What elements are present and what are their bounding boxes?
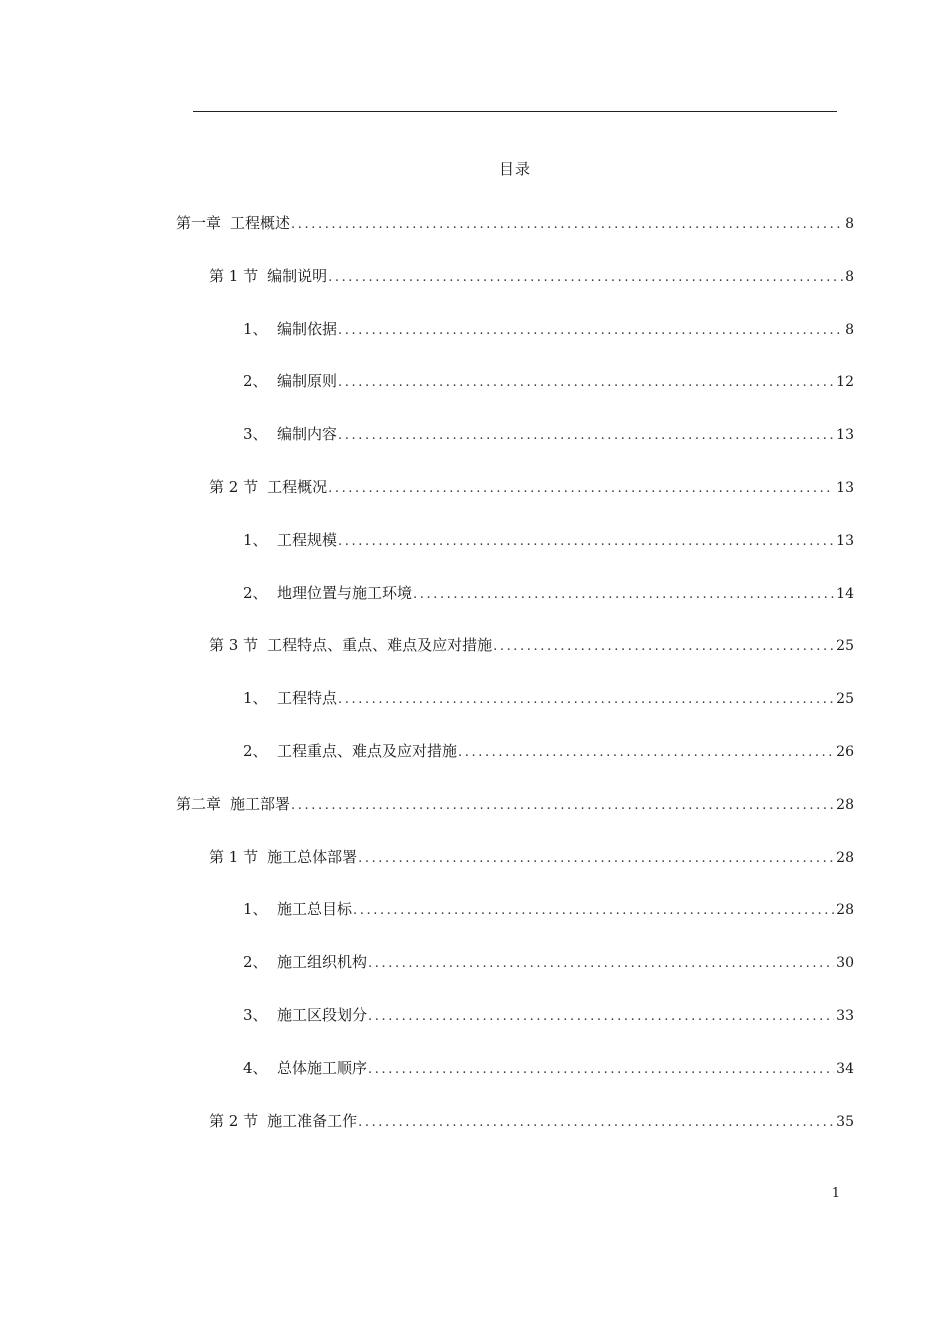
toc-entry[interactable] xyxy=(209,1110,854,1132)
toc-entry[interactable] xyxy=(243,740,854,762)
toc-entry-number: 3、 xyxy=(243,425,268,443)
toc-entry-page: 28 xyxy=(836,850,854,866)
toc-dot-leader xyxy=(368,1006,834,1026)
toc-entry-text: 施工组织机构 xyxy=(277,953,368,971)
toc-dot-leader xyxy=(291,795,834,815)
toc-entry-number: 1、 xyxy=(243,900,268,918)
toc-entry-text: 施工准备工作 xyxy=(267,1112,358,1130)
toc-entry[interactable] xyxy=(209,476,854,498)
toc-entry-text: 工程特点 xyxy=(277,689,338,707)
toc-entry-text: 工程重点、难点及应对措施 xyxy=(277,742,458,760)
toc-entry-number: 第 2 节 xyxy=(209,1112,259,1130)
toc-entry-number: 2、 xyxy=(243,372,268,390)
toc-entry-page: 8 xyxy=(845,216,854,232)
toc-dot-leader xyxy=(291,214,843,234)
toc-dot-leader xyxy=(368,953,834,973)
toc-entry-text: 编制内容 xyxy=(277,425,338,443)
toc-entry-page: 13 xyxy=(836,533,854,549)
toc-entry-text: 施工部署 xyxy=(230,795,291,813)
toc-entry-number: 4、 xyxy=(243,1059,268,1077)
toc-entry-number: 2、 xyxy=(243,584,268,602)
toc-entry-number: 第 1 节 xyxy=(209,848,259,866)
toc-entry[interactable] xyxy=(243,423,854,445)
toc-entry[interactable] xyxy=(209,846,854,868)
toc-entry[interactable] xyxy=(243,951,854,973)
toc-entry-page: 12 xyxy=(836,374,854,390)
toc-entry-page: 35 xyxy=(836,1114,854,1130)
toc-entry[interactable] xyxy=(243,582,854,604)
toc-entry-page: 33 xyxy=(836,1008,854,1024)
toc-dot-leader xyxy=(353,900,834,920)
toc-entry[interactable] xyxy=(176,793,854,815)
toc-dot-leader xyxy=(493,636,834,656)
toc-entry-text: 施工总体部署 xyxy=(267,848,358,866)
toc-entry-text: 工程概况 xyxy=(267,478,328,496)
toc-entry-text: 编制原则 xyxy=(277,372,338,390)
toc-dot-leader xyxy=(338,531,834,551)
toc-entry-number: 第一章 xyxy=(176,214,222,232)
toc-entry-text: 施工总目标 xyxy=(277,900,353,918)
toc-entry-text: 地理位置与施工环境 xyxy=(277,584,413,602)
toc-dot-leader xyxy=(328,267,843,287)
toc-entry-page: 13 xyxy=(836,427,854,443)
toc-entry-page: 8 xyxy=(845,322,854,338)
toc-entry[interactable] xyxy=(243,898,854,920)
toc-entry-page: 14 xyxy=(836,586,854,602)
toc-entry[interactable] xyxy=(243,1004,854,1026)
toc-dot-leader xyxy=(358,1112,834,1132)
toc-entry-page: 8 xyxy=(845,269,854,285)
toc-entry[interactable] xyxy=(243,687,854,709)
toc-entry-page: 34 xyxy=(836,1061,854,1077)
toc-entry-text: 工程规模 xyxy=(277,531,338,549)
toc-entry[interactable] xyxy=(243,1057,854,1079)
toc-entry-text: 总体施工顺序 xyxy=(277,1059,368,1077)
toc-title: 目录 xyxy=(498,160,531,178)
toc-dot-leader xyxy=(338,425,834,445)
toc-entry[interactable] xyxy=(243,318,854,340)
toc-dot-leader xyxy=(458,742,834,762)
toc-dot-leader xyxy=(368,1059,834,1079)
toc-entry-page: 28 xyxy=(836,797,854,813)
toc-entry-number: 第 2 节 xyxy=(209,478,259,496)
toc-entry[interactable] xyxy=(243,529,854,551)
toc-entry-page: 13 xyxy=(836,480,854,496)
toc-dot-leader xyxy=(338,689,834,709)
toc-entry-text: 编制说明 xyxy=(267,267,328,285)
footer-page-number: 1 xyxy=(831,1186,840,1201)
toc-entry-number: 第 1 节 xyxy=(209,267,259,285)
toc-entry-number: 第 3 节 xyxy=(209,636,259,654)
toc-entry-number: 1、 xyxy=(243,531,268,549)
toc-entry-text: 施工区段划分 xyxy=(277,1006,368,1024)
toc-entry-text: 编制依据 xyxy=(277,320,338,338)
toc-entry-number: 2、 xyxy=(243,953,268,971)
toc-entry-number: 1、 xyxy=(243,689,268,707)
toc-entry[interactable] xyxy=(209,634,854,656)
toc-entry-text: 工程概述 xyxy=(230,214,291,232)
toc-entry-text: 工程特点、重点、难点及应对措施 xyxy=(267,636,493,654)
toc-dot-leader xyxy=(338,372,834,392)
toc-entry-page: 28 xyxy=(836,902,854,918)
toc-entry-number: 第二章 xyxy=(176,795,222,813)
toc-entry[interactable] xyxy=(176,212,854,234)
toc-entry-page: 30 xyxy=(836,955,854,971)
toc-entry-page: 25 xyxy=(836,638,854,654)
toc-entry-number: 1、 xyxy=(243,320,268,338)
toc-entry-page: 25 xyxy=(836,691,854,707)
toc-dot-leader xyxy=(358,848,834,868)
toc-dot-leader xyxy=(338,320,843,340)
toc-dot-leader xyxy=(328,478,834,498)
toc-entry-number: 3、 xyxy=(243,1006,268,1024)
toc-dot-leader xyxy=(413,584,834,604)
toc-entry-number: 2、 xyxy=(243,742,268,760)
toc-entry[interactable] xyxy=(243,370,854,392)
header-rule xyxy=(193,111,837,112)
toc-entry-page: 26 xyxy=(836,744,854,760)
toc-entry[interactable] xyxy=(209,265,854,287)
